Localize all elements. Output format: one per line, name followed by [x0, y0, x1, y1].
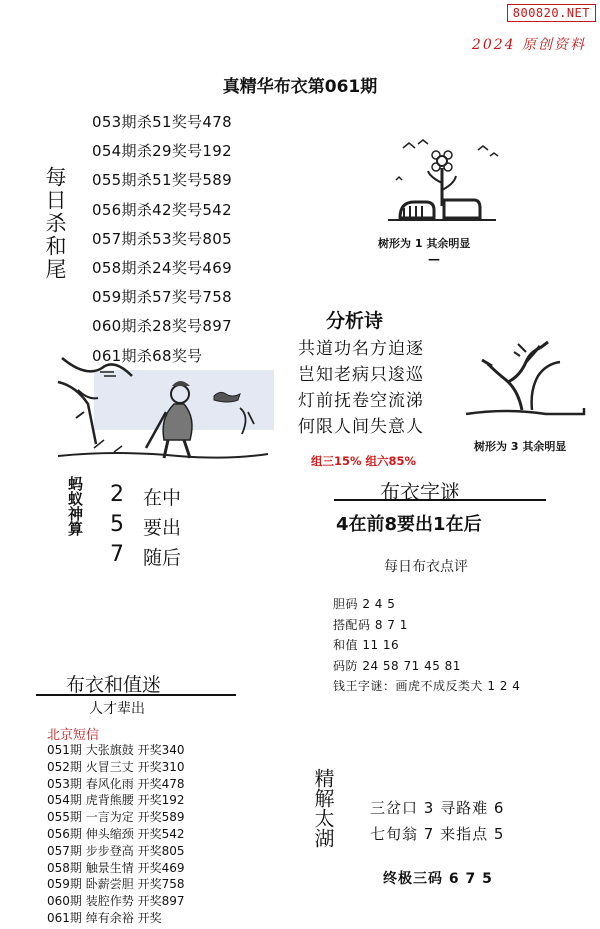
- stat-line: 钱王字谜：画虎不成反类犬 1 2 4: [333, 679, 521, 693]
- row-phrase: 春风化雨: [85, 776, 134, 791]
- kill-history-item: 055期杀51奖号589: [92, 171, 232, 190]
- row-phrase: 步步登高: [85, 843, 134, 858]
- kill-history-item: 061期杀68奖号: [92, 346, 203, 365]
- ant-number: 7: [110, 542, 124, 567]
- ant-word: 随后: [143, 547, 182, 569]
- row-draw: 开奖897: [137, 894, 185, 909]
- list-item: [47, 860, 184, 877]
- beijing-sms-list: [47, 742, 184, 927]
- list-item: [47, 843, 184, 860]
- farmer-illustration: [54, 352, 276, 467]
- row-phrase: 一言为定: [85, 810, 134, 825]
- group-stat: 组三15% 组六85%: [311, 454, 417, 468]
- poem: [298, 336, 424, 440]
- daily-kill-label: 每日杀和尾: [43, 166, 67, 281]
- ant-number: 2: [110, 482, 124, 507]
- kill-history-item: 056期杀42奖号542: [92, 200, 232, 219]
- list-item: [47, 876, 184, 893]
- stat-line: 码防 24 58 71 45 81: [333, 658, 461, 673]
- riddle-divider: [334, 499, 546, 501]
- riddle-answer: 4在前8要出1在后: [336, 514, 482, 535]
- row-period: 056期: [47, 826, 82, 841]
- jingjie-label: 精解太湖: [311, 768, 335, 848]
- row-phrase: 卧薪尝胆: [85, 877, 134, 892]
- jingjie-line: 七旬翁 7 来指点 5: [370, 825, 505, 843]
- kill-history-item: 060期杀28奖号897: [92, 317, 232, 336]
- sum-riddle-answer: 人才辈出: [89, 701, 145, 717]
- sum-riddle-title: 布衣和值迷: [66, 674, 162, 696]
- row-draw: 开奖310: [137, 759, 185, 774]
- poem-line: 灯前抚卷空流涕: [298, 391, 424, 411]
- row-period: 058期: [47, 860, 82, 875]
- row-phrase: 大张旗鼓: [85, 743, 134, 757]
- row-period: 052期: [47, 759, 82, 774]
- row-period: 060期: [47, 894, 82, 909]
- poem-title: 分析诗: [326, 310, 384, 332]
- row-draw: 开奖: [137, 910, 162, 925]
- row-phrase: 伸头缩颈: [85, 826, 134, 841]
- comment-title: 每日布衣点评: [384, 559, 468, 575]
- jingjie-line: 三岔口 3 寻路难 6: [370, 799, 505, 817]
- kill-history-item: 057期杀53奖号805: [92, 229, 232, 248]
- beijing-sms-title: 北京短信: [47, 728, 100, 743]
- tree-caption-1: 树形为 1 其余明显: [378, 237, 471, 250]
- tree-flower-illustration: [378, 128, 508, 228]
- row-draw: 开奖805: [137, 843, 185, 858]
- row-draw: 开奖478: [137, 776, 185, 791]
- row-phrase: 火冒三丈: [85, 759, 134, 774]
- site-badge: 800820.NET: [507, 4, 596, 22]
- row-period: 059期: [47, 877, 82, 892]
- final-three-codes: 终极三码 6 7 5: [383, 871, 493, 887]
- row-draw: 开奖758: [137, 877, 185, 892]
- kill-history-item: 059期杀57奖号758: [92, 288, 232, 307]
- tree-caption-3: 树形为 3 其余明显: [474, 440, 567, 453]
- row-phrase: 装腔作势: [85, 894, 134, 909]
- comment-stats: [333, 594, 520, 697]
- row-period: 055期: [47, 810, 82, 825]
- riddle-title: 布衣字谜: [380, 480, 460, 504]
- row-draw: 开奖469: [137, 860, 185, 875]
- list-item: [47, 776, 184, 793]
- stat-line: 胆码 2 4 5: [333, 597, 396, 611]
- kill-history-item: 054期杀29奖号192: [92, 142, 232, 161]
- list-item: [47, 893, 184, 910]
- list-item: [47, 742, 184, 759]
- ant-calc-numbers: [110, 480, 124, 570]
- poem-line: 岂知老病只逡巡: [298, 365, 424, 385]
- kill-history-item: 058期杀24奖号469: [92, 259, 232, 278]
- row-period: 051期: [47, 743, 82, 757]
- kill-history-list: [92, 108, 232, 371]
- row-phrase: 触景生情: [85, 860, 134, 875]
- list-item: [47, 809, 184, 826]
- ant-word: 要出: [143, 517, 182, 539]
- kill-history-item: 053期杀51奖号478: [92, 113, 232, 131]
- sum-riddle-divider: [36, 694, 236, 696]
- tree-dash: —: [428, 252, 440, 266]
- row-draw: 开奖542: [137, 826, 185, 841]
- page-subtitle: 2024 原创资料: [471, 37, 586, 53]
- list-item: [47, 759, 184, 776]
- list-item: [47, 910, 184, 927]
- row-phrase: 虎背熊腰: [85, 793, 134, 808]
- ant-word: 在中: [143, 487, 182, 509]
- row-period: 057期: [47, 843, 82, 858]
- poem-line: 何限人间失意人: [298, 417, 424, 437]
- stat-line: 搭配码 8 7 1: [333, 617, 408, 632]
- row-period: 061期: [47, 910, 82, 925]
- list-item: [47, 792, 184, 809]
- row-period: 054期: [47, 793, 82, 808]
- page-title: 真精华布衣第061期: [222, 77, 378, 97]
- poem-line: 共道功名方迫逐: [298, 339, 424, 359]
- stat-line: 和值 11 16: [333, 638, 400, 652]
- row-draw: 开奖192: [137, 793, 185, 808]
- ant-number: 5: [110, 512, 124, 537]
- ant-calc-words: [143, 483, 181, 573]
- row-period: 053期: [47, 776, 82, 791]
- tree-bare-illustration: [462, 318, 592, 428]
- ant-calc-label: 蚂蚁神算: [66, 476, 84, 536]
- jingjie-lines: [370, 795, 504, 847]
- row-draw: 开奖340: [137, 743, 185, 757]
- row-phrase: 绰有余裕: [85, 910, 134, 925]
- list-item: [47, 826, 184, 843]
- row-draw: 开奖589: [137, 810, 185, 825]
